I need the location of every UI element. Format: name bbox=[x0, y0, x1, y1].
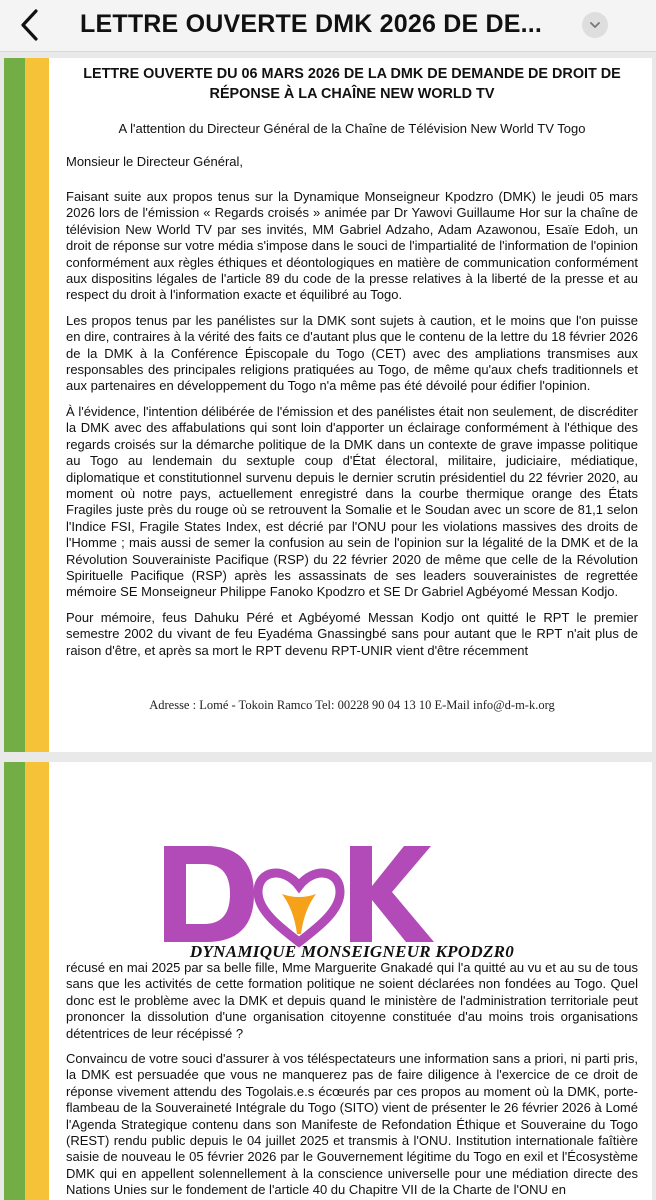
organization-name: DYNAMIQUE MONSEIGNEUR KPODZR0 bbox=[189, 942, 515, 961]
letter-salutation: Monsieur le Directeur Général, bbox=[66, 154, 244, 169]
letter-heading: LETTRE OUVERTE DU 06 MARS 2026 DE LA DMK DE DEMANDE DE DROIT DE RÉPONSE À LA CHAÎNE NEW WORLD TV bbox=[83, 66, 621, 102]
page-2-content bbox=[66, 960, 638, 1199]
green-margin-stripe bbox=[4, 58, 25, 752]
yellow-margin-stripe bbox=[25, 58, 49, 752]
document-page-2[interactable] bbox=[4, 762, 652, 1200]
logo-letter-k bbox=[350, 846, 434, 942]
document-page-1[interactable] bbox=[4, 58, 652, 752]
yellow-margin-stripe bbox=[25, 762, 49, 1200]
letter-recipient: A l'attention du Directeur Général de la Chaîne de Télévision New World TV Togo bbox=[118, 121, 586, 136]
letter-paragraph: Pour mémoire, feus Dahuku Péré et Agbéyomé Messan Kodjo ont quitté le RPT le premier semestre 2002 du vivant de feu Eyadéma Gnassingbé sans pour autant que le RPT n'ait plus de raison d'être, et après sa mort le RPT devenu RPT-UNIR vient d'être récemment bbox=[66, 609, 638, 658]
letter-paragraph: récusé en mai 2025 par sa belle fille, Mme Marguerite Gnakadé qui l'a quitté au vu et au su de tous sans que les activités de cette formation politique ne soient déclarées non fondées au Togo. Quel donc est le problème avec la DMK et depuis quand le ministère de l'administration territoriale peut prononcer la dissolution d'une organisation citoyenne constituée d'au moins trois organisations détentrices de leur récépissé ? bbox=[66, 960, 638, 1041]
top-bar bbox=[0, 0, 656, 52]
green-margin-stripe bbox=[4, 762, 25, 1200]
letterhead-address: Adresse : Lomé - Tokoin Ramco Tel: 00228 90 04 13 10 E-Mail info@d-m-k.org bbox=[149, 698, 555, 712]
letter-paragraph: Convaincu de votre souci d'assurer à vos téléspectateurs une information sans a priori, ni parti pris, la DMK est persuadée que vous ne manquerez pas de faire diligence à l'exercice de ce droit de réponse vivement attendu des Togolais.e.s écœurés par ces propos au moment où la DMK, porte-flambeau de la Souveraineté Intégrale du Togo (SITO) vient de présenter le 26 février 2026 à Lomé l'Agenda Strategique contenu dans son Manifeste de Refondation Éthique et Souveraine du Togo (REST) rendu public depuis le 04 juillet 2025 et transmis à l'ONU. Institution internationale faîtière saisie de nouveau le 05 février 2026 par le Gouvernement légitime du Togo en exil et l'Écosystème DMK qui en appellent solennellement à la conscience universelle pour une médiation directe des Nations Unies sur le fondement de l'article 40 du Chapitre VII de la Charte de l'ONU en bbox=[66, 1051, 638, 1198]
letter-paragraph: À l'évidence, l'intention délibérée de l'émission et des panélistes était non seulement, de discréditer la DMK avec des affabulations qui sont loin d'apporter un éclairage conformément à l'éthique des regards croisés sur la démarche politique de la DMK dans un contexte de grave impasse politique au Togo au lendemain du sextuple coup d'État électoral, militaire, judiciaire, médiatique, diplomatique et constitutionnel survenu depuis le dernier scrutin présidentiel du 22 février 2020, au moment où notre pays, actuellement enregistré dans la courbe thermique orange des États Fragiles juste près du rouge où se retrouvent la Somalie et le Soudan avec un score de 81,1 selon l'Indice FSI, Fragile States Index, est décrié par l'ONU pour les violations massives des droits de l'Homme ; mais aussi de semer la confusion au sein de l'opinion sur la légalité de la DMK et de la Révolution Souverainiste Pacifique (RSP) du 22 février 2020 de même que celle de la Révolution Spirituelle Pacifique (RSP) après les assassinats de ses leaders souverainistes de regrettée mémoire SE Monseigneur Philippe Fanoko Kpodzro et SE Dr Gabriel Agbéyomé Messan Kodjo. bbox=[66, 403, 638, 600]
letter-paragraph: Les propos tenus par les panélistes sur la DMK sont sujets à caution, et le moins que l'on puisse en dire, contraires à la vérité des faits ce d'autant plus que le contenu de la lettre du 18 février 2026 de la DMK à la Conférence Épiscopale du Togo (CET) avec des ampliations transmises aux responsables des principales religions pratiquées au Togo, de même qu'aux chefs traditionnels et aux partenaires en développement du Togo n'a même pas été dévoilé pour édifier l'opinion. bbox=[66, 312, 638, 394]
dmk-logo-graphic bbox=[154, 824, 444, 950]
expand-title-button[interactable] bbox=[582, 12, 608, 38]
letter-paragraph: Faisant suite aux propos tenus sur la Dynamique Monseigneur Kpodzro (DMK) le jeudi 05 mars 2026 lors de l'émission « Regards croisés » animée par Dr Yawovi Guillaume Hor sur la chaîne de télévision New World TV par ses invités, MM Gabriel Adzaho, Adam Azawonou, Esaïe Edoh, un droit de réponse sur votre média s'impose dans le souci de l'impartialité de l'information de l'opinion conformément aux règles éthiques et déontologiques en matière de communication conformément aux dispositins légales de l'article 89 du code de la presse relatives à la liberté de la presse et au respect du droit à l'information exacte et équilibré au Togo. bbox=[66, 189, 638, 303]
dmk-logo bbox=[154, 824, 444, 950]
chevron-down-icon bbox=[588, 18, 602, 32]
page-title: LETTRE OUVERTE DMK 2026 DE DE... bbox=[80, 10, 543, 38]
back-button[interactable] bbox=[14, 8, 48, 42]
page-1-content bbox=[66, 58, 638, 659]
logo-letter-d bbox=[164, 846, 254, 942]
chevron-left-icon bbox=[14, 8, 48, 42]
